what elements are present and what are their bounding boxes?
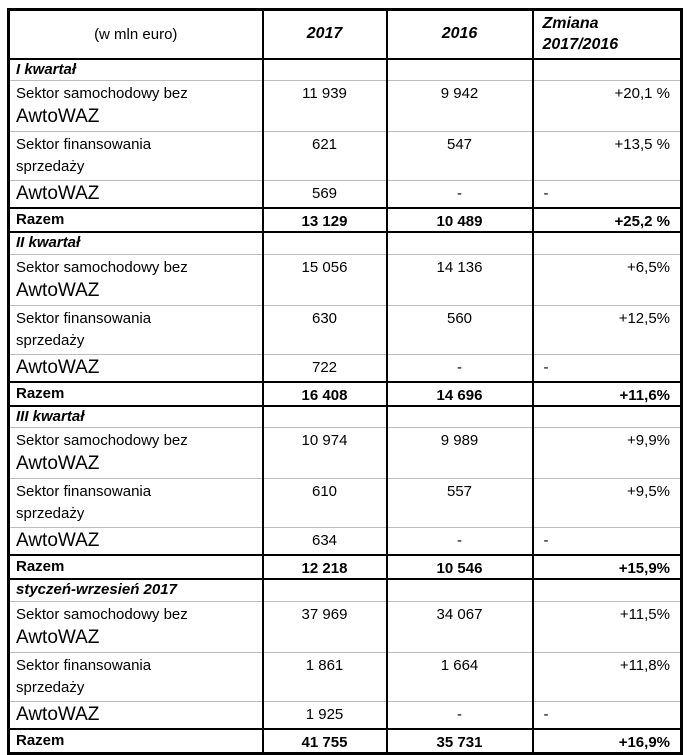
data-row-sales-financing (9, 652, 682, 701)
total-label: Razem (9, 555, 263, 579)
value-change: +12,5% (533, 305, 682, 354)
section-empty-cell (263, 579, 387, 601)
row-label-line2: AwtoWAZ (16, 453, 100, 474)
row-label-line1: Sektor samochodowy bez (16, 432, 188, 449)
total-row-q1 (9, 208, 682, 232)
row-label-line2: AwtoWAZ (16, 106, 100, 127)
section-header-row-ytd (9, 579, 682, 601)
total-change: +11,6% (533, 382, 682, 406)
row-label-line1: Sektor finansowania (16, 136, 152, 153)
total-2016: 35 731 (387, 729, 533, 754)
value-change: +11,5% (533, 601, 682, 652)
total-2017: 13 129 (263, 208, 387, 232)
value-2017: 722 (263, 354, 387, 382)
data-row-avtovaz (9, 354, 682, 382)
section-empty-cell (533, 406, 682, 428)
value-change: - (533, 701, 682, 729)
total-label: Razem (9, 729, 263, 754)
value-2017: 610 (263, 479, 387, 528)
section-empty-cell (387, 59, 533, 81)
value-2016: - (387, 181, 533, 209)
value-2017: 11 939 (263, 81, 387, 132)
value-change: +20,1 % (533, 81, 682, 132)
total-row-q2 (9, 382, 682, 406)
row-label (9, 254, 263, 305)
value-2017: 10 974 (263, 428, 387, 479)
value-2016: 9 942 (387, 81, 533, 132)
section-header-row-q3 (9, 406, 682, 428)
data-row-automotive (9, 601, 682, 652)
value-2017: 15 056 (263, 254, 387, 305)
value-2016: - (387, 354, 533, 382)
row-label: AwtoWAZ (9, 528, 263, 556)
row-label (9, 305, 263, 354)
row-label (9, 601, 263, 652)
value-2017: 569 (263, 181, 387, 209)
header-col-zmiana (533, 10, 682, 59)
header-unit-label: (w mln euro) (9, 10, 263, 59)
data-row-avtovaz (9, 181, 682, 209)
section-empty-cell (387, 232, 533, 254)
section-empty-cell (387, 406, 533, 428)
value-2016: 9 989 (387, 428, 533, 479)
financial-table (7, 8, 683, 755)
row-label-line2: AwtoWAZ (16, 279, 100, 301)
header-zmiana-line2: 2017/2016 (542, 36, 619, 54)
section-title: III kwartał (9, 406, 263, 428)
data-row-automotive (9, 428, 682, 479)
row-label: AwtoWAZ (9, 181, 263, 209)
section-empty-cell (533, 232, 682, 254)
total-change: +16,9% (533, 729, 682, 754)
value-2016: - (387, 701, 533, 729)
value-change: - (533, 354, 682, 382)
row-label (9, 652, 263, 701)
row-label-line1: Sektor finansowania (16, 483, 152, 500)
value-2017: 1 861 (263, 652, 387, 701)
value-change: +13,5 % (533, 132, 682, 181)
value-2017: 630 (263, 305, 387, 354)
table-header-row (9, 10, 682, 59)
section-empty-cell (263, 59, 387, 81)
total-change: +25,2 % (533, 208, 682, 232)
header-zmiana-line1: Zmiana (542, 15, 599, 33)
value-2016: 1 664 (387, 652, 533, 701)
data-row-avtovaz (9, 701, 682, 729)
value-2016: 34 067 (387, 601, 533, 652)
data-row-sales-financing (9, 305, 682, 354)
value-2017: 634 (263, 528, 387, 556)
total-2016: 10 546 (387, 555, 533, 579)
value-2016: 557 (387, 479, 533, 528)
row-label-line1: Sektor samochodowy bez (16, 258, 188, 276)
row-label-line1: Sektor finansowania (16, 309, 152, 327)
value-2016: - (387, 528, 533, 556)
value-2016: 560 (387, 305, 533, 354)
value-2016: 547 (387, 132, 533, 181)
value-change: +6,5% (533, 254, 682, 305)
data-row-sales-financing (9, 479, 682, 528)
row-label (9, 81, 263, 132)
row-label-line1: Sektor samochodowy bez (16, 605, 188, 623)
data-row-automotive (9, 254, 682, 305)
row-label: AwtoWAZ (9, 701, 263, 729)
row-label-line2: sprzedaży (16, 331, 85, 349)
section-empty-cell (263, 232, 387, 254)
section-header-row-q1 (9, 59, 682, 81)
value-2017: 1 925 (263, 701, 387, 729)
row-label-line1: Sektor finansowania (16, 656, 152, 674)
data-row-automotive (9, 81, 682, 132)
value-2017: 621 (263, 132, 387, 181)
value-2016: 14 136 (387, 254, 533, 305)
total-2016: 14 696 (387, 382, 533, 406)
total-label: Razem (9, 382, 263, 406)
section-title: I kwartał (9, 59, 263, 81)
row-label-line2: sprzedaży (16, 158, 85, 175)
header-col-2016: 2016 (387, 10, 533, 59)
section-header-row-q2 (9, 232, 682, 254)
data-row-avtovaz (9, 528, 682, 556)
value-change: +9,5% (533, 479, 682, 528)
total-label: Razem (9, 208, 263, 232)
section-title: II kwartał (9, 232, 263, 254)
row-label-line2: AwtoWAZ (16, 626, 100, 648)
section-empty-cell (263, 406, 387, 428)
row-label-line2: sprzedaży (16, 678, 85, 696)
total-row-q3 (9, 555, 682, 579)
data-row-sales-financing (9, 132, 682, 181)
total-change: +15,9% (533, 555, 682, 579)
total-row-ytd (9, 729, 682, 754)
value-change: - (533, 181, 682, 209)
row-label (9, 132, 263, 181)
total-2017: 41 755 (263, 729, 387, 754)
section-empty-cell (533, 59, 682, 81)
section-empty-cell (533, 579, 682, 601)
value-change: +9,9% (533, 428, 682, 479)
row-label-line1: Sektor samochodowy bez (16, 85, 188, 102)
total-2017: 12 218 (263, 555, 387, 579)
total-2016: 10 489 (387, 208, 533, 232)
row-label-line2: sprzedaży (16, 505, 85, 522)
total-2017: 16 408 (263, 382, 387, 406)
header-col-2017: 2017 (263, 10, 387, 59)
section-title: styczeń-wrzesień 2017 (9, 579, 263, 601)
row-label (9, 479, 263, 528)
value-2017: 37 969 (263, 601, 387, 652)
section-empty-cell (387, 579, 533, 601)
value-change: +11,8% (533, 652, 682, 701)
row-label (9, 428, 263, 479)
row-label: AwtoWAZ (9, 354, 263, 382)
value-change: - (533, 528, 682, 556)
